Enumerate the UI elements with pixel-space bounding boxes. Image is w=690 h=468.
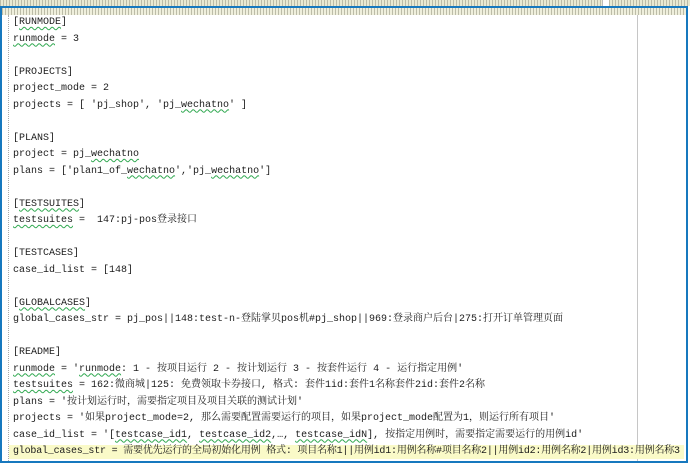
spellcheck-squiggle-word: runmode (13, 33, 56, 45)
code-line: runmode = 'runmode: 1 - 按项目运行 2 - 按计划运行 3 - 按套件运行 4 - 运行指定用例' (13, 363, 464, 375)
spellcheck-squiggle-word: TESTSUITES (19, 198, 80, 210)
highlight-band: global_cases_str = 需要优先运行的全局初始化用例 格式: 项目名称1||用例id1:用例名称#项目名称2||用例id2:用例名称2|用例id3:用例名称3 (9, 445, 684, 459)
code-line: projects = '如果project_mode=2, 那么需要配置需要运行的项目，如果project_mode配置为1，则运行所有项目' (13, 413, 556, 424)
editor-frame (0, 6, 688, 463)
code-line: [README] (13, 347, 62, 358)
code-line: project_mode = 2 (13, 83, 110, 94)
spellcheck-squiggle-word: RUNMODE (19, 17, 62, 28)
code-line: case_id_list = [148] (13, 264, 134, 276)
spellcheck-squiggle-word: wechatno (91, 149, 140, 160)
spellcheck-squiggle-word: testsuites (13, 215, 74, 226)
blank-line (13, 48, 686, 65)
spellcheck-squiggle-word: wechatno (127, 165, 176, 177)
code-line: runmode = 3 (13, 33, 80, 45)
code-line: [PROJECTS] (13, 66, 74, 78)
spellcheck-squiggle-word: testcase_id1 (115, 429, 188, 441)
spellcheck-squiggle-word: GLOBALCASES (19, 297, 86, 309)
code-line: plans = ['plan1_of_wechatno','pj_wechatno'] (13, 165, 272, 177)
blank-line (13, 230, 686, 247)
code-line: plans = '按计划运行时，需要指定项目及项目关联的测试计划' (13, 396, 304, 408)
code-line: [GLOBALCASES] (13, 297, 92, 309)
spellcheck-squiggle-word: wechatno (211, 165, 260, 177)
blank-line (13, 279, 686, 296)
spellcheck-squiggle-word: testcase_id2 (199, 429, 272, 441)
code-line: [TESTCASES] (13, 248, 80, 259)
code-line: testsuites = 162:微商城|125: 免费领取卡券接口, 格式: 套件1id:套件1名称套件2id:套件2名称 (13, 380, 486, 391)
code-line: case_id_list = '[testcase_id1, testcase_id2,…, testcase_idN], 按指定用例时，需要指定需要运行的用例id' (13, 429, 584, 441)
blank-line (13, 114, 686, 131)
editor-content[interactable] (2, 15, 686, 461)
blank-line (13, 180, 686, 197)
code-line-highlighted (13, 444, 686, 461)
code-line: [TESTSUITES] (13, 198, 86, 210)
column-ruler (2, 8, 686, 15)
code-line: global_cases_str = pj_pos||148:test-n-登陆掌贝pos机#pj_shop||969:登录商户后台|275:打开订单管理页面 (13, 314, 564, 325)
blank-line (13, 329, 686, 346)
code-line: [PLANS] (13, 132, 56, 144)
spellcheck-squiggle-word: testcase_idN (295, 429, 368, 441)
code-line: testsuites = 147:pj-pos登录接口 (13, 215, 198, 226)
spellcheck-squiggle-word: testsuites (13, 380, 74, 391)
code-line: [RUNMODE] (13, 17, 68, 28)
code-line: projects = [ 'pj_shop', 'pj_wechatno' ] (13, 99, 248, 111)
spellcheck-squiggle-word: runmode (13, 363, 56, 375)
code-line: project = pj_wechatno (13, 149, 140, 160)
spellcheck-squiggle-word: runmode (79, 363, 122, 375)
spellcheck-squiggle-word: wechatno (181, 99, 230, 111)
